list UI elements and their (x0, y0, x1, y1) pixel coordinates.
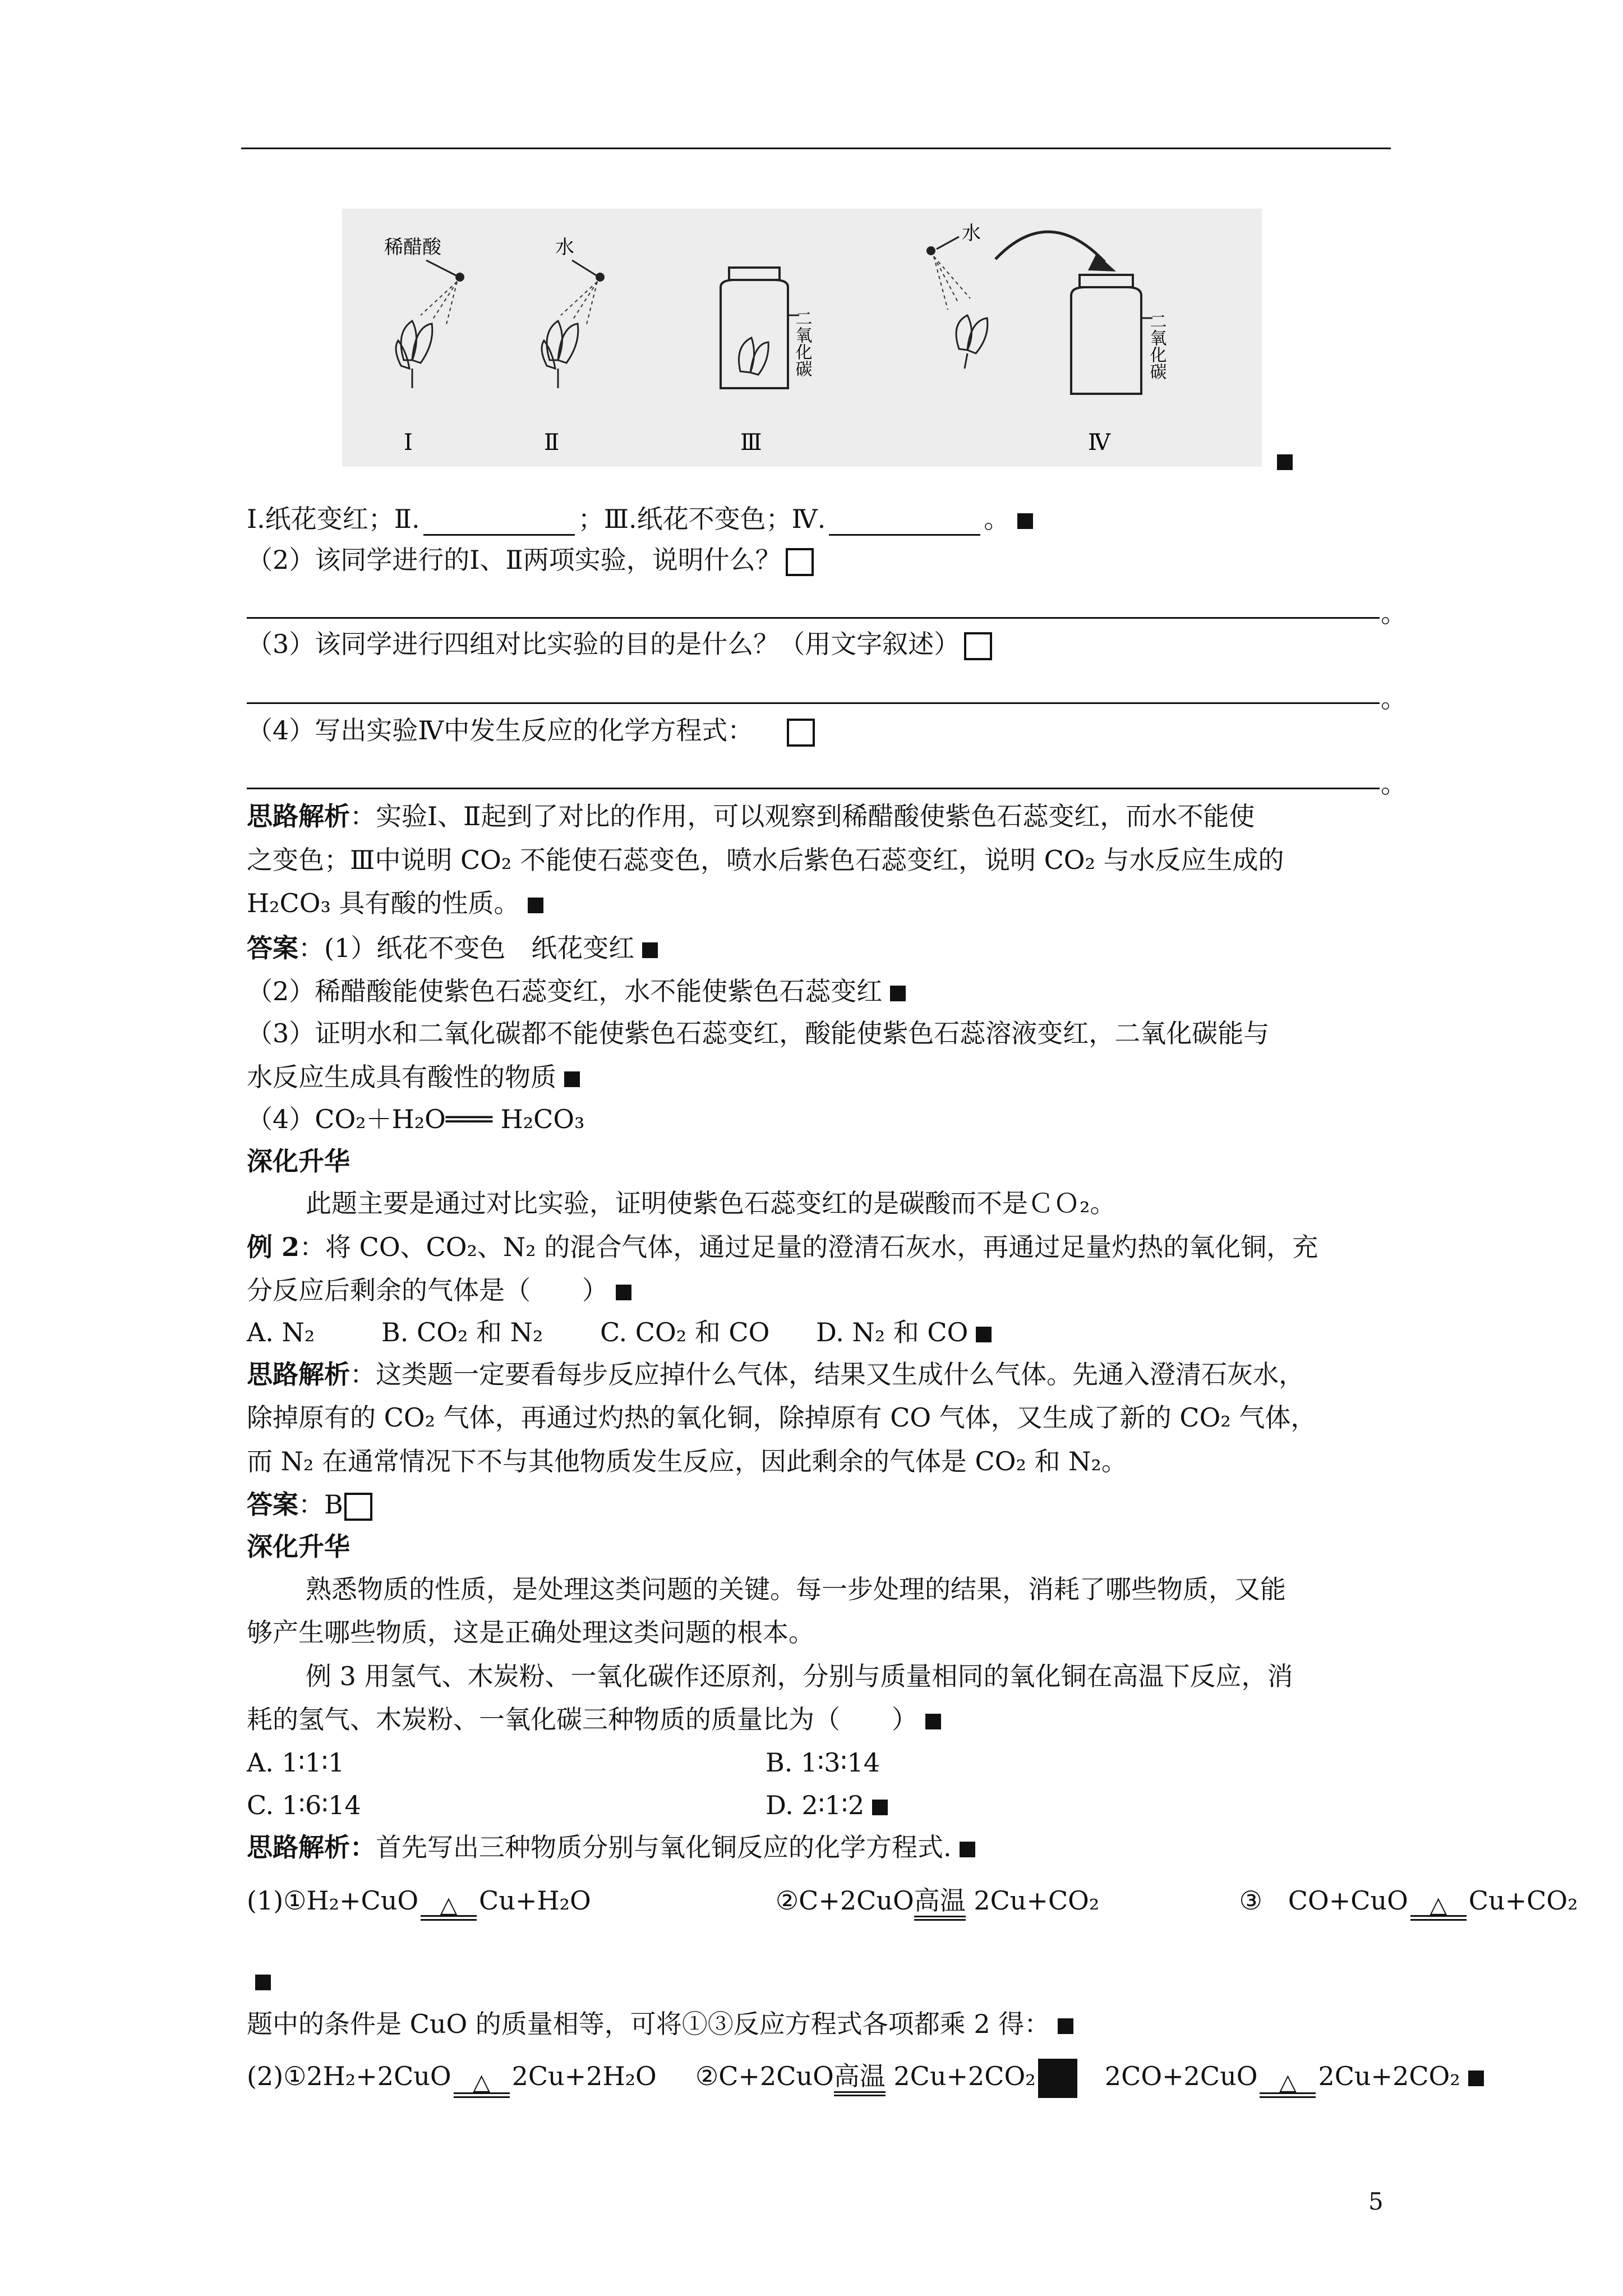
answer1-line4: （4）CO₂＋H₂O═══ H₂CO₃ (247, 1104, 585, 1134)
q2-line: （2）该同学进行的Ⅰ、Ⅱ两项实验，说明什么？ (247, 543, 814, 577)
answer1-line3a: （3）证明水和二氧化碳都不能使紫色石蕊变红，酸能使紫色石蕊溶液变红，二氧化碳能与 (247, 1018, 1270, 1048)
ex3-line1: 例 3 用氢气、木炭粉、一氧化碳作还原剂，分别与质量相同的氧化铜在高温下反应，消 (306, 1661, 1293, 1691)
analysis2-line2: 除掉原有的 CO₂ 气体，再通过灼热的氧化铜，除掉原有 CO 气体，又生成了新的 CO₂ 气体， (247, 1402, 1317, 1433)
analysis2-line1: 思路解析：这类题一定要看每步反应掉什么气体，结果又生成什么气体。先通入澄清石灰水， (247, 1359, 1304, 1389)
answer-line-q4[interactable] (247, 788, 1380, 789)
q3-line: （3）该同学进行四组对比实验的目的是什么？（用文字叙述） (247, 627, 992, 661)
marker-square (925, 1714, 941, 1729)
marker-square (872, 1800, 888, 1815)
option-a[interactable]: A. N₂ (247, 1317, 315, 1347)
marker-square (1468, 2070, 1484, 2086)
high-temp-condition: 高温 (834, 2062, 886, 2096)
panel-label-2: Ⅱ (544, 430, 560, 455)
deepen2-line1: 熟悉物质的性质，是处理这类问题的关键。每一步处理的结果，消耗了哪些物质，又能 (306, 1574, 1286, 1604)
flower-icon (542, 321, 578, 388)
checkbox-answer2[interactable] (344, 1493, 372, 1521)
panel-label-4: Ⅳ (1088, 430, 1110, 455)
option-d[interactable]: D. 2∶1∶2 (766, 1790, 865, 1820)
label-co2-3: 二氧化碳 (792, 310, 812, 377)
flower-icon (396, 321, 432, 388)
panel-label-3: Ⅲ (740, 430, 762, 455)
answer-line-q2[interactable] (247, 617, 1380, 619)
marker-square (1058, 2018, 1073, 2034)
header-rule (241, 148, 1391, 149)
q1-line: Ⅰ.纸花变红；Ⅱ. ；Ⅲ.纸花不变色；Ⅳ. 。 (247, 502, 1033, 536)
label-co2-4: 二氧化碳 (1146, 312, 1166, 380)
analysis2-line3: 而 N₂ 在通常情况下不与其他物质发生反应，因此剩余的气体是 CO₂ 和 N₂。 (247, 1446, 1127, 1476)
redaction-block (1038, 2059, 1077, 2098)
answer2-line: 答案：B (247, 1488, 372, 1521)
flower-icon (739, 338, 769, 375)
checkbox-q4[interactable] (787, 719, 815, 747)
marker-square (255, 1975, 271, 1990)
analysis1-line1: 思路解析：实验Ⅰ、Ⅱ起到了对比的作用，可以观察到稀醋酸使紫色石蕊变红，而水不能使 (247, 801, 1255, 831)
answer-line-q3[interactable] (247, 702, 1380, 704)
option-a[interactable]: A. 1∶1∶1 (247, 1747, 345, 1778)
jar-icon (721, 268, 788, 388)
ex2-line1: 例 2：将 CO、CO₂、N₂ 的混合气体，通过足量的澄清石灰水，再通过足量灼热的氧化铜，充 (247, 1232, 1318, 1262)
option-b[interactable]: B. CO₂ 和 N₂ (381, 1317, 543, 1347)
ex3-line2: 耗的氢气、木炭粉、一氧化碳三种物质的质量比为（ ） (247, 1703, 941, 1736)
heat-condition: △ (454, 2072, 510, 2098)
deepen1-title: 深化升华 (247, 1146, 350, 1176)
marker-square (1277, 454, 1293, 470)
analysis3-line: 思路解析：首先写出三种物质分别与氧化铜反应的化学方程式. (247, 1830, 975, 1864)
checkbox-q3[interactable] (964, 632, 992, 660)
analysis1-line3: H₂CO₃ 具有酸的性质。 (247, 886, 543, 920)
document-page: 稀醋酸 Ⅰ 水 Ⅱ 二氧化碳 Ⅲ 水 二氧化碳 Ⅳ Ⅰ.纸花变红；Ⅱ. ；Ⅲ.纸花不变色；Ⅳ. 。 （2）该同学进行的Ⅰ、Ⅱ两项实验，说明什么？ 。 （3）该同学进行四组对比实验的目的是什么？（用文字叙述） 。 （4）写出实验Ⅳ中发生反应的化学方程式： 。 思路解析：实验Ⅰ、Ⅱ起到了对比的作用，可以观察到稀醋酸使紫色石蕊变红，而水不能使 之变色；Ⅲ中说明 CO₂ 不能使石蕊变色，喷水后紫色石蕊变红，说明 CO₂ 与水反应生成的 H₂CO₃ 具有酸的性质。 答案：(1）纸花不变色 纸花变红 （2）稀醋酸能使紫色石蕊变红，水不能使紫色石蕊变红 （3）证明水和二氧化碳都不能使紫色石蕊变红，酸能使紫色石蕊溶液变红，二氧化碳能与 水反应生成具有酸性的物质 （4）CO₂＋H₂O═══ H₂CO₃ 深化升华 此题主要是通过对比实验，证明使紫色石蕊变红的是碳酸而不是ＣＯ₂。 例 2：将 CO、CO₂、N₂ 的混合气体，通过足量的澄清石灰水，再通过足量灼热的氧化铜，充 分反应后剩余的气体是（ ） A. N₂ B. CO₂ 和 N₂ C. CO₂ 和 CO D. N₂ 和 CO 思路解析：这类题一定要看每步反应掉什么气体，结果又生成什么气体。先通入澄清石灰水， 除掉原有的 CO₂ 气体，再通过灼热的氧化铜，除掉原有 CO 气体，又生成了新的 CO₂ 气体， 而 N₂ 在通常情况下不与其他物质发生反应，因此剩余的气体是 CO₂ 和 N₂。 答案：B 深化升华 熟悉物质的性质，是处理这类问题的关键。每一步处理的结果，消耗了哪些物质，又能 够产生哪些物质，这是正确处理这类问题的根本。 例 3 用氢气、木炭粉、一氧化碳作还原剂，分别与质量相同的氧化铜在高温下反应，消 耗的氢气、木炭粉、一氧化碳三种物质的质量比为（ ） A. 1∶1∶1 B. 1∶3∶14 C. 1∶6∶14 D. 2∶1∶2 思路解析：首先写出三种物质分别与氧化铜反应的化学方程式. (1)①H₂+CuO △ Cu+H₂O ②C+2CuO高温 2Cu+CO₂ ③ CO+CuO △ Cu+CO₂ 题中的条件是 CuO 的质量相等，可将①③反应方程式各项都乘 2 得： (2)①2H₂+2CuO △ 2Cu+2H₂O ②C+2CuO高温 2Cu+2CO₂ 2CO+2CuO △ 2Cu+2CO₂ 5 (0, 0, 1623, 2296)
experiment-figure (342, 209, 1262, 467)
panel-label-1: Ⅰ (404, 430, 413, 455)
experiment-diagram (342, 209, 1262, 467)
option-d[interactable]: D. N₂ 和 CO (816, 1317, 969, 1347)
marker-square (642, 942, 658, 958)
label-water: 水 (555, 236, 574, 259)
option-c[interactable]: C. CO₂ 和 CO (600, 1317, 770, 1347)
blank-2[interactable] (423, 512, 575, 536)
page-number: 5 (1368, 2188, 1384, 2215)
ex2-options (247, 1315, 992, 1349)
heat-condition: △ (1410, 1895, 1467, 1921)
jar-icon (1071, 275, 1141, 394)
note-line: 题中的条件是 CuO 的质量相等，可将①③反应方程式各项都乘 2 得： (247, 2007, 1073, 2041)
equations-row-1: (1)①H₂+CuO △ Cu+H₂O ②C+2CuO高温 2Cu+CO₂ ③ CO+CuO △ Cu+CO₂ (247, 1884, 1578, 1921)
arrow-icon (995, 232, 1105, 262)
answer1-line1: 答案：(1）纸花不变色 纸花变红 (247, 931, 658, 965)
deepen1-text: 此题主要是通过对比实验，证明使紫色石蕊变红的是碳酸而不是ＣＯ₂。 (306, 1188, 1116, 1218)
option-b[interactable]: B. 1∶3∶14 (766, 1747, 880, 1778)
marker-square (616, 1285, 631, 1300)
ex3-options-row1 (247, 1746, 880, 1779)
heat-condition: △ (1260, 2072, 1316, 2098)
marker-square (564, 1071, 580, 1087)
heat-condition: △ (421, 1895, 477, 1921)
flower-icon (956, 315, 988, 369)
option-c[interactable]: C. 1∶6∶14 (247, 1790, 361, 1820)
label-vinegar: 稀醋酸 (384, 236, 441, 259)
analysis1-line2: 之变色；Ⅲ中说明 CO₂ 不能使石蕊变色，喷水后紫色石蕊变红，说明 CO₂ 与水反应生成的 (247, 845, 1284, 875)
answer1-line3b: 水反应生成具有酸性的物质 (247, 1060, 580, 1094)
equations-row-2: (2)①2H₂+2CuO △ 2Cu+2H₂O ②C+2CuO高温 2Cu+2CO₂ 2CO+2CuO △ 2Cu+2CO₂ (247, 2059, 1484, 2098)
deepen2-title: 深化升华 (247, 1531, 350, 1562)
marker-square (960, 1842, 975, 1857)
marker-square (890, 986, 906, 1001)
ex3-options-row2 (247, 1788, 888, 1822)
label-water-4: 水 (962, 222, 981, 245)
deepen2-line2: 够产生哪些物质，这是正确处理这类问题的根本。 (247, 1617, 814, 1648)
marker-square (1017, 513, 1033, 529)
high-temp-condition: 高温 (914, 1887, 966, 1921)
marker-square (976, 1327, 992, 1342)
ex2-line2: 分反应后剩余的气体是（ ） (247, 1273, 631, 1307)
blank-4[interactable] (829, 512, 980, 536)
checkbox-q2[interactable] (786, 548, 814, 576)
marker-square (528, 898, 543, 913)
q4-line: （4）写出实验Ⅳ中发生反应的化学方程式： (247, 714, 815, 747)
answer1-line2: （2）稀醋酸能使紫色石蕊变红，水不能使紫色石蕊变红 (247, 974, 906, 1008)
